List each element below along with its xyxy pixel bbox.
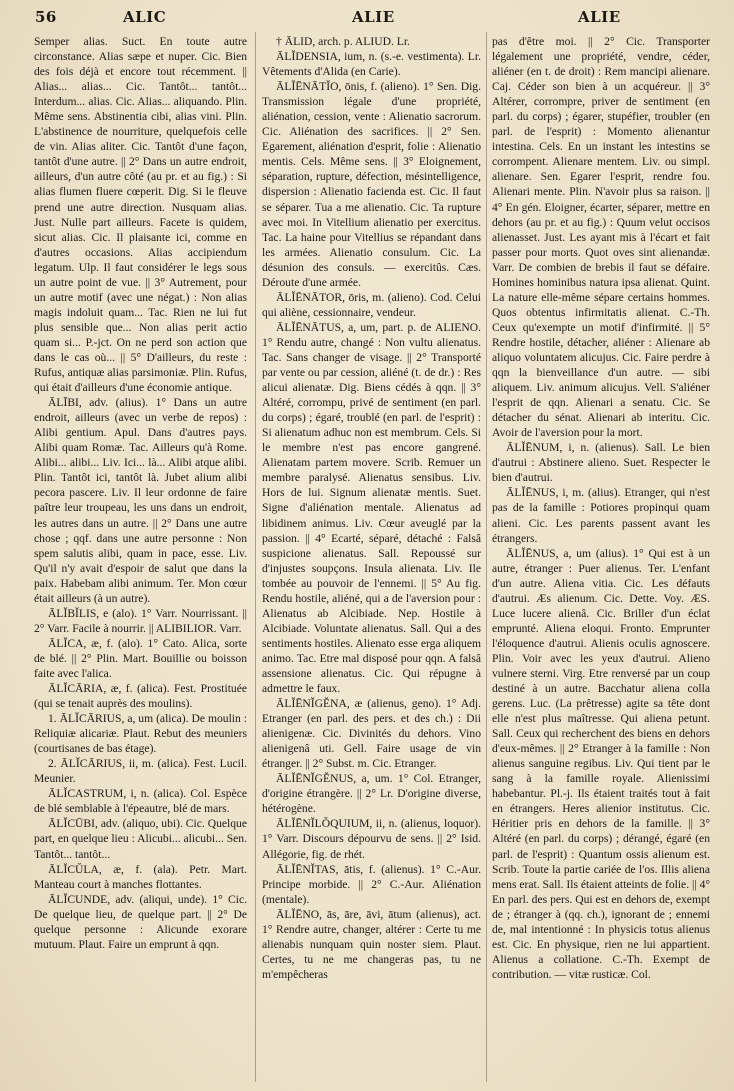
- entry-alienus-adj: ĀLĬĒNUS, a, um (alius). 1° Qui est à un autre, étranger : Puer alienus. Ter. L'enfant d'un autre. Aliena vitia. Cic. Les défauts d'autrui. Æs alienum. Cic. Dette. Voy. ÆS. Luce lucere alienâ. Cic. Briller d'un éclat emprunté. Aliena eloqui. Fronto. Emprunter l'éloquence d'autrui. Alienis oculis agnoscere. Plin. Voir avec les yeux d'autrui. Alieno vulnere sterni. Virg. Etre renversé par un coup destiné à un autre. Bacchatur aliena colla gerens. Luc. (La prêtresse) agite sa tête dont elle n'est plus maîtresse. Qui aliena petunt. Sall. Ceux qui recherchent des biens en dehors d'eux-mêmes. || 2° Etranger à la famille : Non alienus sanguine regibus. Liv. Qui tient par le sang à la famille royale. Alienissimi habebantur. Pl.-j. Ils étaient traités tout à fait en étrangers. Heres alienior institutus. Cic. Héritier pris en dehors de la famille. || 3° Altéré (en parl. du corps) ; dérangé, égaré (en parl. de l'esprit) : Quantum ossis alienum est. Scrib. Toute la partie cariée de l'os. Illis aliena mens erat. Sall. Ils étaient atteints de folie. || 4° En parl. des pers. Qui est en dehors de, exempt de ; étranger à (qq. ch.), ignorant de ; ennemi de, mal intentionné : In physicis totus alienus est. Cic. En physique, rien ne lui appartient. Alienus a collatione. C.-Th. Exempt de contribution. — vitæ rusticæ. Col.: [492, 546, 710, 981]
- entry-alibilis: ĀLĬBĬLIS, e (alo). 1° Varr. Nourrissant. || 2° Varr. Facile à nourrir. || ALIBILIOR. Varr.: [34, 606, 247, 635]
- entry-alienigenus: ĀLĬĒNĬGĔNUS, a, um. 1° Col. Etranger, d'origine étrangère. || 2° Lr. D'origine diverse, hétérogène.: [262, 772, 481, 816]
- entry-alid: † ĀLID, arch. p. ALIUD. Lr.: [276, 35, 410, 48]
- entry-alica: ĀLĬCA, æ, f. (alo). 1° Cato. Alica, sorte de blé. || 2° Plin. Mart. Bouillie ou boisson faite avec l'alica.: [34, 636, 247, 680]
- entry-alibi: ĀLĪBI, adv. (alius). 1° Dans un autre endroit, ailleurs (avec un verbe de repos) : Alibi gentium. Apul. Dans d'autres pays. Alibi quam Romæ. Tac. Ailleurs qu'à Rome. Alibi... alibi... Liv. Ici... là... Alibi atque alibi. Plin. Tantôt ici, tantôt là. Jubet alium alibi pecora pascere. Liv. Il leur ordonne de faire paître leur troupeau, les uns dans un endroit, les autres dans un autre. || 2° Dans une autre chose ; qqf. dans une autre personne : Non spem salutis alibi, quam in pace, esse. Liv. Qu'il n'y avait d'espoir de salut que dans la paix. Habebam alibi animum. Ter. Mon cœur était ailleurs (à un autre).: [34, 396, 247, 605]
- entry-alienatio: ĀLĬĒNĀTĬO, ōnis, f. (alieno). 1° Sen. Dig. Transmission légale d'une propriété, aliénation, cession, vente : Alienatio sacrorum. Cic. Aliénation des sacrifices. || 2° Sen. Egarement, aliénation d'esprit, folie : Alienatio mentis. Cels. Même sens. || 3° Eloignement, séparation, rupture, défection, mésintelligence, dispersion : Alienatio facienda est. Cic. Il faut se séparer. Tua a me alienatio. Cic. Ta rupture avec moi. In Vitellium alienatio per exercitus. Tac. La haine pour Vitellius se répandant dans les armées. Alienatio consulum. Cic. La désunion des consuls. — exercitûs. Cæs. Déroute d'une armée.: [262, 80, 481, 289]
- entry-alidensia: ĀLĬDENSIA, ium, n. (s.-e. vestimenta). Lr. Vêtements d'Alida (en Carie).: [262, 50, 481, 79]
- left-guide-word: ALIC: [123, 8, 167, 26]
- entry-continuation: pas d'être moi. || 2° Cic. Transporter légalement une propriété, vendre, céder, aliéner (en t. de droit) : Rem mancipi alienare. Caj. Céder son bien à un acquéreur. || 3° Altérer, corrompre, priver de sentiment (en parl. du corps) ; égarer, stupéfier, troubler (en parl. de l'esprit) : Momento alienantur intestina. Cels. En un instant les intestins se corrompent. Alienare mentem. Liv. ou simpl. alienare. Sen. Egarer l'esprit, rendre fou. Alienari mente. Plin. N'avoir plus sa raison. || 4° En gén. Eloigner, écarter, séparer, mettre en dehors (au pr. et au fig.) : Quum velut occisos alienasset. Just. Les ayant mis à l'écart et fait passer pour morts. Quot oves sint alienandæ. Varr. De combien de brebis il faut se défaire. Homines hominibus natura ipsa alienat. Quint. La nature elle-même sépare certains hommes. Quos obtentus infirmitatis alienat. C.-Th. Ceux qu'exempte un motif d'infirmité. || 5° Rendre hostile, détacher, aliéner : Alienare ab aliquo voluntatem alicujus. Cic. Faire perdre à qqn la bienveillance d'un autre. — sibi aliquem. Liv. animum alicujus. Vell. S'aliéner l'esprit de qqn. Alienari a senatu. Cic. Se détacher du sénat. Alienari ab interitu. Cic. Avoir de l'aversion pour la mort.: [492, 35, 710, 440]
- entry-alicunde: ĀLĬCUNDE, adv. (aliqui, unde). 1° Cic. De quelque lieu, de quelque part. || 2° De quelque personne : Alicunde exorare mutuum. Plaut. Faire un emprunt à qqn.: [34, 892, 247, 951]
- entry-alieno: ĀLĬĒNO, ās, āre, āvi, ātum (alienus), act. 1° Rendre autre, changer, altérer : Certe tu me alienabis nunquam quin noster siem. Plaut. Certes, tu ne me changeras pas, tu ne m'empêcheras: [262, 907, 481, 981]
- entry-alienum: ĀLĬĒNUM, i, n. (alienus). Sall. Le bien d'autrui : Abstinere alieno. Suet. Respecter le bien d'autrui.: [492, 441, 710, 485]
- column-3: [492, 34, 710, 1080]
- entry-alicarius-1: 1. ĀLĬCĀRIUS, a, um (alica). De moulin : Reliquiæ alicariæ. Plaut. Rebut des meuniers (courtisanes de bas étage).: [34, 712, 247, 756]
- entry-alienigena: ĀLĬĒNĬGĔNA, æ (alienus, geno). 1° Adj. Etranger (en parl. des pers. et des ch.) : Dii alienigenæ. Cic. Divinités du dehors. Vino alienigenâ uti. Gell. Faire usage de vin étranger. || 2° Subst. m. Cic. Etranger.: [262, 697, 481, 771]
- entry-alicarius-2: 2. ĀLĬCĀRIUS, ii, m. (alica). Fest. Lucil. Meunier.: [34, 757, 247, 786]
- column-divider: [486, 32, 487, 1082]
- entry-alienitas: ĀLĬĒNĬTAS, ātis, f. (alienus). 1° C.-Aur. Principe morbide. || 2° C.-Aur. Aliénation (mentale).: [262, 862, 481, 906]
- page-number: 56: [35, 8, 57, 26]
- column-2: [262, 34, 481, 1080]
- right-guide-word: ALIE: [578, 8, 621, 26]
- entry-alicastrum: ĀLĬCASTRUM, i, n. (alica). Col. Espèce de blé semblable à l'épeautre, blé de mars.: [34, 787, 247, 816]
- entry-alienator: ĀLĬĒNĀTOR, ōris, m. (alieno). Cod. Celui qui aliène, cessionnaire, vendeur.: [262, 290, 481, 319]
- center-guide-word: ALIE: [352, 8, 395, 26]
- column-divider: [255, 32, 256, 1082]
- entry-alicaria: ĀLĬCĀRIA, æ, f. (alica). Fest. Prostituée (qui se tenait auprès des moulins).: [34, 682, 247, 711]
- column-1: [34, 34, 247, 1080]
- entry-continuation: Semper alias. Suct. En toute autre circonstance. Alias sæpe et nuper. Cic. Bien des fois déjà et encore tout récemment. || Alias... alias... Cic. Tantôt... tantôt... Interdum... alias. Cic. Alias... aliquando. Plin. Même sens. Abstinentia cibi, alias vini. Plin. L'abstinence de nourriture, quelquefois celle de vin. Alias aliter. Cic. Tantôt d'une façon, tantôt d'une autre. || 2° Dans un autre endroit, ailleurs, d'un autre côté (au pr. et au fig.) : Si alias flumen fluere cœperit. Dig. Si le fleuve prend une autre direction. Nusquam alias. Just. Nulle part ailleurs. Facete is quidem, sicut alias. Cic. Il plaisante ici, comme en d'autres occasions. Alias accipiendum legatum. Ulp. Il faut considérer le legs sous un autre point de vue. || 3° Autrement, pour un autre motif (avec une négat.) : Non alias magis indoluit quam... Tac. Rien ne lui fut plus sensible que... Non alias perit actio quam si... P.-jct. On ne perd son action que dans le cas où... || 5° D'ailleurs, du reste : Rufus, antiquæ alias parsimoniæ. Plin. Rufus, qui était d'ailleurs d'une économie antique.: [34, 35, 247, 395]
- entry-alieniloquium: ĀLĬĒNĬLŎQUIUM, ii, n. (alienus, loquor). 1° Varr. Discours dépourvu de sens. || 2° Isid. Allégorie, fig. de rhét.: [262, 817, 481, 861]
- entry-alienatus: ĀLĬĒNĀTUS, a, um, part. p. de ALIENO. 1° Rendu autre, changé : Non vultu alienatus. Tac. Sans changer de visage. || 2° Transporté par vente ou par cession, aliéné (t. de dr.) : Res alicui alienatæ. Dig. Biens cédés à qqn. || 3° Altéré, corrompu, privé de sentiment (en parl. du corps) ; égaré, troublé (en parl. de l'esprit) : Si alienatum adhuc non est membrum. Cels. Si le membre n'est pas encore gangrené. Alienatam partem movere. Scrib. Remuer un membre paralysé. Alienatus sensibus. Liv. Hors de lui. Signum alienatæ mentis. Suet. Signe d'aliénation mentale. Alienatus ad libidinem animus. Liv. Cœur aveuglé par la passion. || 4° Ecarté, séparé, détaché : Falsâ suspicione alienatus. Sall. Repoussé sur d'injustes soupçons. Insula alienata. Liv. Ile tombée au pouvoir de l'ennemi. || 5° Au fig. Rendu hostile, aliéné, qui a de l'aversion pour : Alienatus ab Alcibiade. Nep. Hostile à Alcibiade. Voluntate alienatus. Sall. Qui a des sentiments hostiles. Alienato esse erga aliquem animo. Tac. Etre mal disposé pour qqn. A falsâ assensione alienatus. Cic. Qui répugne à admettre le faux.: [262, 320, 481, 696]
- entry-alienus-noun: ĀLĬĒNUS, i, m. (alius). Etranger, qui n'est pas de la famille : Potiores propinqui quam alieni. Cic. Les parents passent avant les étrangers.: [492, 486, 710, 545]
- entry-alicula: ĀLĬCŬLA, æ, f. (ala). Petr. Mart. Manteau court à manches flottantes.: [34, 862, 247, 891]
- entry-alicubi: ĀLĬCŪBI, adv. (aliquo, ubi). Cic. Quelque part, en quelque lieu : Alicubi... alicubi... Sen. Tantôt... tantôt...: [34, 817, 247, 861]
